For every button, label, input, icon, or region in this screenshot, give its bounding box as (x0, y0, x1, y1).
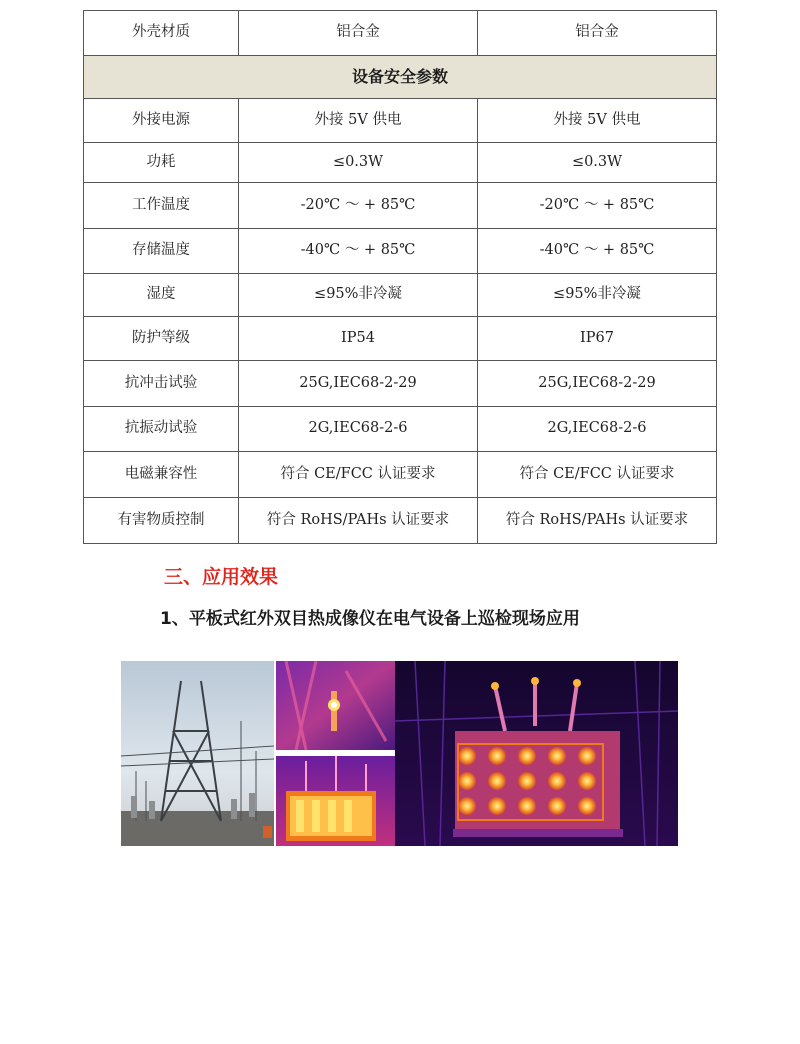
table-row (84, 452, 717, 498)
substation-photo (121, 661, 274, 846)
section-title: 设备安全参数 (84, 56, 717, 99)
thermal-image-transformer-large (395, 661, 678, 846)
table-row (84, 183, 717, 229)
row-label: 抗振动试验 (84, 407, 239, 452)
row-value: 符合 RoHS/PAHs 认证要求 (478, 498, 717, 544)
row-label: 湿度 (84, 274, 239, 317)
spec-table (83, 10, 717, 544)
row-label: 抗冲击试验 (84, 361, 239, 407)
thermal-image-insulator (276, 661, 395, 750)
row-label: 有害物质控制 (84, 498, 239, 544)
table-row (84, 361, 717, 407)
row-value: IP54 (239, 317, 478, 361)
row-value: 25G,IEC68-2-29 (478, 361, 717, 407)
row-value: ≤0.3W (239, 143, 478, 183)
row-value: 符合 RoHS/PAHs 认证要求 (239, 498, 478, 544)
table-row (84, 11, 717, 56)
row-value: 符合 CE/FCC 认证要求 (239, 452, 478, 498)
row-label: 电磁兼容性 (84, 452, 239, 498)
table-row (84, 407, 717, 452)
row-value: IP67 (478, 317, 717, 361)
row-label: 存储温度 (84, 229, 239, 274)
table-row (84, 274, 717, 317)
row-label: 功耗 (84, 143, 239, 183)
row-value: -20℃ ～ + 85℃ (239, 183, 478, 229)
row-label: 外接电源 (84, 99, 239, 143)
row-value: -40℃ ～ + 85℃ (239, 229, 478, 274)
row-value: ≤0.3W (478, 143, 717, 183)
row-value: 铝合金 (239, 11, 478, 56)
table-row (84, 143, 717, 183)
row-label: 防护等级 (84, 317, 239, 361)
row-label: 外壳材质 (84, 11, 239, 56)
row-value: ≤95%非冷凝 (478, 274, 717, 317)
row-value: ≤95%非冷凝 (239, 274, 478, 317)
section-heading: 三、应用效果 (164, 566, 279, 588)
table-row (84, 317, 717, 361)
row-value: -40℃ ～ + 85℃ (478, 229, 717, 274)
row-value: 铝合金 (478, 11, 717, 56)
section-row (84, 56, 717, 99)
row-value: 2G,IEC68-2-6 (239, 407, 478, 452)
row-value: 符合 CE/FCC 认证要求 (478, 452, 717, 498)
row-value: 外接 5V 供电 (478, 99, 717, 143)
row-value: 25G,IEC68-2-29 (239, 361, 478, 407)
row-label: 工作温度 (84, 183, 239, 229)
subsection-heading: 1、平板式红外双目热成像仪在电气设备上巡检现场应用 (160, 609, 580, 629)
thermal-image-transformer-small (276, 756, 395, 846)
table-row (84, 229, 717, 274)
table-row (84, 498, 717, 544)
row-value: -20℃ ～ + 85℃ (478, 183, 717, 229)
table-row (84, 99, 717, 143)
row-value: 外接 5V 供电 (239, 99, 478, 143)
row-value: 2G,IEC68-2-6 (478, 407, 717, 452)
